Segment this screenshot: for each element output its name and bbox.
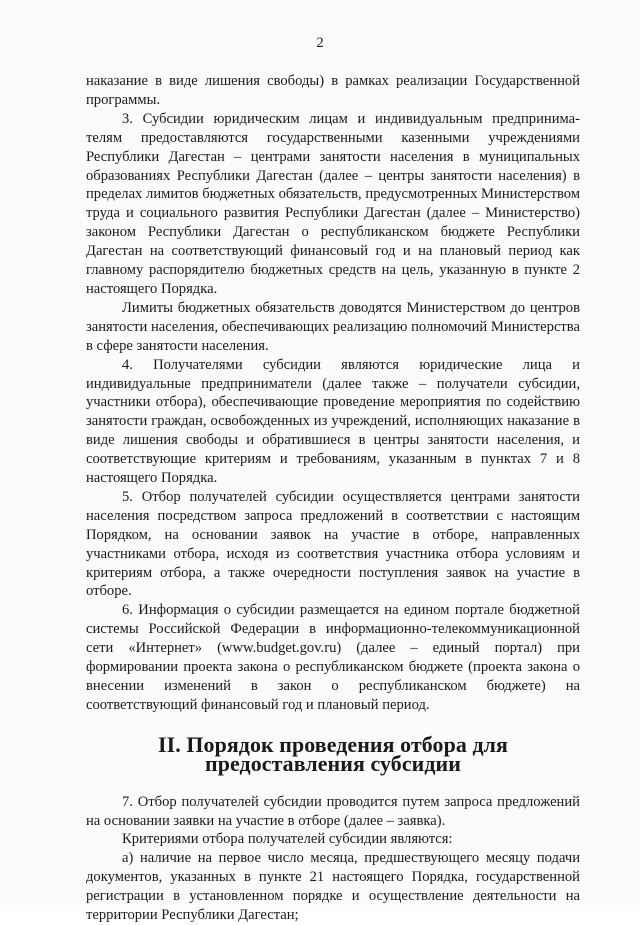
document-body xyxy=(86,72,580,925)
section-heading: II. Порядок проведения отбора для предоставления субсидии xyxy=(158,731,508,776)
paragraph-criteria-intro: Критериями отбора получателей субсидии являются: xyxy=(122,831,453,848)
paragraph-continuation: наказание в виде лишения свободы) в рамках реализации Государственной программы. xyxy=(86,73,580,108)
paragraph-item-4: 4. Получателями субсидии являются юридические лица и индивидуальные предприниматели (далее также – получатели субсидии, участники отбора), обеспечивающие проведение мероприятия по содействию занятости граждан, освобожденных из учреждений, исполняющих наказание в виде лишения свободы и обратившиеся в центры занятости населения, и соответствующие критериям и требованиям, указанным в пунктах 7 и 8 настоящего Порядка. xyxy=(86,356,580,487)
paragraph-criterion-a: а) наличие на первое число месяца, предшествующего месяцу подачи документов, указанных в пункте 21 настоящего Порядка, государственной регистрации в установленном порядке и осуществление деятельности на территории Республики Дагестан; xyxy=(86,850,580,924)
paragraph-item-6: 6. Информация о субсидии размещается на едином портале бюджетной системы Российской Федерации в информационно-телекоммуникационной сети «Интернет» (www.budget.gov.ru) (далее – единый портал) при формировании проекта закона о республиканском бюджете (проекта закона о внесении изменений в закон о республиканском бюджете) на соответствующий финансовый год и плановый период. xyxy=(86,602,580,713)
paragraph-limits: Лимиты бюджетных обязательств доводятся Министерством до центров занятости населения, обеспечивающих реализацию полномочий Министерства в сфере занятости населения. xyxy=(86,299,580,354)
paragraph-item-5: 5. Отбор получателей субсидии осуществляется центрами занятости населения посредством запроса предложений в соответствии с настоящим Порядком, на основании заявок на участие в отборе, направленных участниками отбора, исходя из соответствия участника отбора условиям и критериям отбора, а также очередности поступления заявок на участие в отборе. xyxy=(86,488,580,600)
page-number: 2 xyxy=(316,35,324,51)
paragraph-item-7: 7. Отбор получателей субсидии проводится путем запроса предложений на основании заявки на участие в отборе (далее – заявка). xyxy=(86,793,580,829)
paragraph-item-3: 3. Субсидии юридическим лицам и индивидуальным предпринима- телям предоставляются государственными казенными учреждениями Республики Дагестан – центрами занятости населения в муниципальных образованиях Республики Дагестан (далее – центры занятости населения) в пределах лимитов бюджетных обязательств, предусмотренных Министерством труда и социального развития Республики Дагестан (далее – Министерство) законом Республики Дагестан о республиканском бюджете Республики Дагестан на соответствующий финансовый год и на плановый период как главному распорядителю бюджетных средств на цель, указанную в пункте 2 настоящего Порядка. xyxy=(86,110,580,297)
